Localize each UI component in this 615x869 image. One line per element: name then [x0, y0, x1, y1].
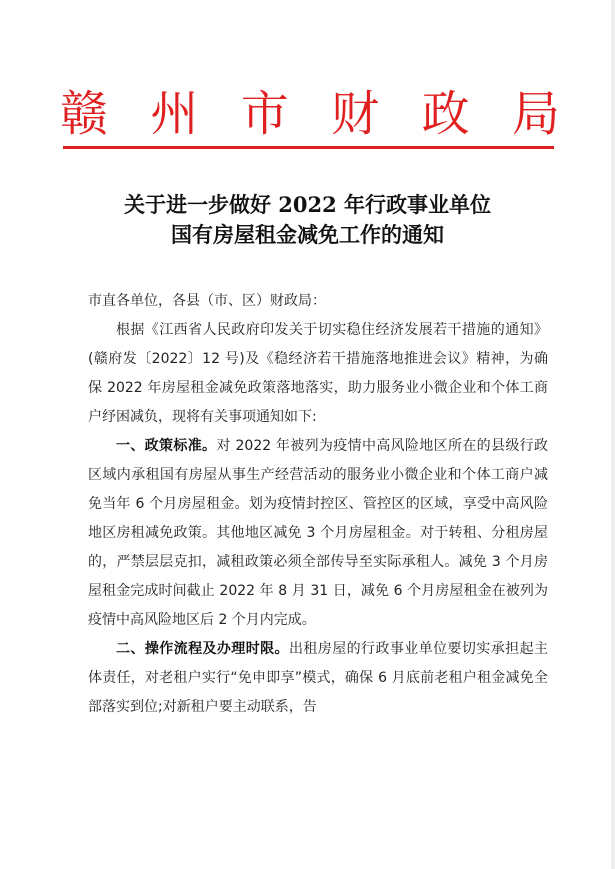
document-body — [88, 287, 548, 722]
section-1-heading: 一、政策标准。 — [116, 438, 217, 454]
letterhead-char-3: 市 — [240, 86, 289, 142]
document-title-line-1: 关于进一步做好 2022 年行政事业单位 — [123, 192, 492, 217]
letterhead-char-5: 政 — [421, 86, 470, 142]
letterhead-char-2: 州 — [150, 86, 199, 142]
letterhead-char-1: 赣 — [60, 86, 109, 142]
section-2-paragraph — [88, 635, 548, 722]
document-title — [0, 190, 615, 250]
document-title-line-2: 国有房屋租金减免工作的通知 — [171, 222, 444, 247]
letterhead-red-rule — [63, 146, 554, 149]
section-1-text: 对 2022 年被列为疫情中高风险地区所在的县级行政区域内承租国有房屋从事生产经营活动的服务业小微企业和个体工商户减免当年 6 个月房屋租金。划为疫情封控区、管控区的区域，享受中高风险地区房租减免政策。其他地区减免 3 个月房屋租金。对于转租、分租房屋的，严禁层层克扣，减租政策必须全部传导至实际承租人。减免 3 个月房屋租金完成时间截止 2022 年 8 月 31 日，减免 6 个月房屋租金在被列为疫情中高风险地区后 2 个月内完成。 — [88, 438, 549, 628]
section-1-paragraph — [88, 432, 548, 635]
letterhead-char-6: 局 — [511, 86, 560, 142]
section-2-text: 出租房屋的行政事业单位要切实承担起主体责任，对老租户实行“免申即享”模式，确保 6 月底前老租户租金减免全部落实到位;对新租户要主动联系，告 — [88, 641, 549, 715]
letterhead-org-name — [60, 82, 560, 146]
section-2-heading: 二、操作流程及办理时限。 — [116, 641, 289, 657]
salutation: 市直各单位，各县（市、区）财政局： — [88, 293, 326, 309]
letterhead-char-4: 财 — [331, 86, 380, 142]
intro-paragraph: 根据《江西省人民政府印发关于切实稳住经济发展若干措施的通知》(赣府发〔2022〕12 号)及《稳经济若干措施落地推进会议》精神，为确保 2022 年房屋租金减免政策落地落实，助力服务业小微企业和个体工商户纾困减负，现将有关事项通知如下: — [88, 322, 548, 425]
